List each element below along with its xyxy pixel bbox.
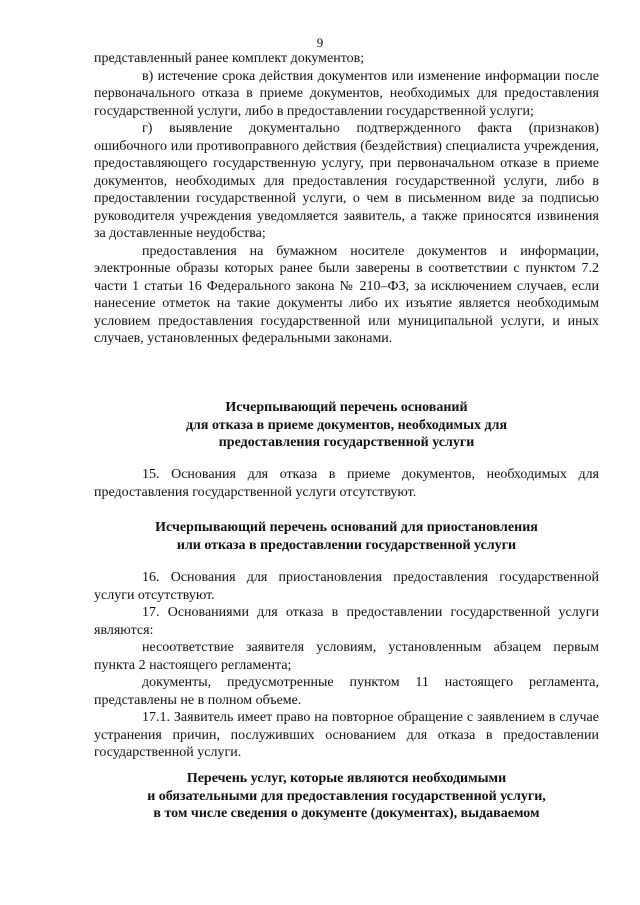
clause-15: 15. Основания для отказа в приеме документов, необходимых для предоставления государственной услуги отсутствуют. (94, 467, 599, 500)
clause-17-1: 17.1. Заявитель имеет право на повторное обращение с заявлением в случае устранения причин, послуживших основанием для отказа в предоставлении государственной услуги. (94, 710, 599, 760)
item-v: в) истечение срока действия документов или изменение информации после первоначального отказа в приеме документов, необходимых для предоставления государственной услуги, либо в предоставлении государственной услуги; (94, 68, 599, 119)
heading-refusal-reception (94, 399, 599, 452)
heading-line: предоставления государственной услуги (218, 435, 475, 450)
section-15 (94, 466, 599, 501)
heading-line: и обязательными для предоставления государственной услуги, (147, 788, 546, 804)
heading-line: для отказа в приеме документов, необходимых для (185, 417, 508, 433)
section-16-17 (94, 569, 599, 762)
clause-17-item-1: несоответствие заявителя условиям, установленным абзацем первым пункта 2 настоящего регламента; (94, 640, 599, 673)
clause-16: 16. Основания для приостановления предоставления государственной услуги отсутствуют. (94, 570, 599, 603)
heading-line: Исчерпывающий перечень оснований (225, 400, 468, 415)
heading-line: Исчерпывающий перечень оснований для приостановления (155, 520, 538, 535)
clause-17: 17. Основаниями для отказа в предоставлении государственной услуги являются: (94, 605, 599, 638)
list-continuation (94, 50, 599, 348)
heading-services (94, 770, 599, 823)
item-paper-media: предоставления на бумажном носителе документов и информации, электронные образы которых ранее были заверены в соответствии с пунктом 7.2 части 1 статьи 16 Федерального закона № 210–ФЗ, за исключением случаев, если нанесение отметок на такие документы либо их изъятие является необходимым условием предоставления государственной или муниципальной услуги, и иных случаев, установленных федеральными законами. (94, 243, 599, 346)
heading-line: в том числе сведения о документе (документах), выдаваемом (153, 806, 540, 821)
heading-line: Перечень услуг, которые являются необходимыми (186, 771, 507, 786)
heading-line: или отказа в предоставлении государственной услуги (176, 537, 517, 553)
item-g: г) выявление документально подтвержденного факта (признаков) ошибочного или противоправного действия (бездействия) специалиста учреждения, предоставляющего государственную услугу, при первоначальном отказе в приеме документов, необходимых для предоставления государственной услуги, либо в предоставлении государственной услуги, о чем в письменном виде за подписью руководителя учреждения уведомляется заявитель, а также приносятся извинения за доставленные неудобства; (94, 121, 599, 241)
heading-suspension (94, 519, 599, 554)
paragraph-continued: представленный ранее комплект документов; (94, 51, 365, 66)
page-number: 9 (316, 35, 324, 50)
clause-17-item-2: документы, предусмотренные пунктом 11 настоящего регламента, представлены не в полном объеме. (94, 675, 599, 708)
